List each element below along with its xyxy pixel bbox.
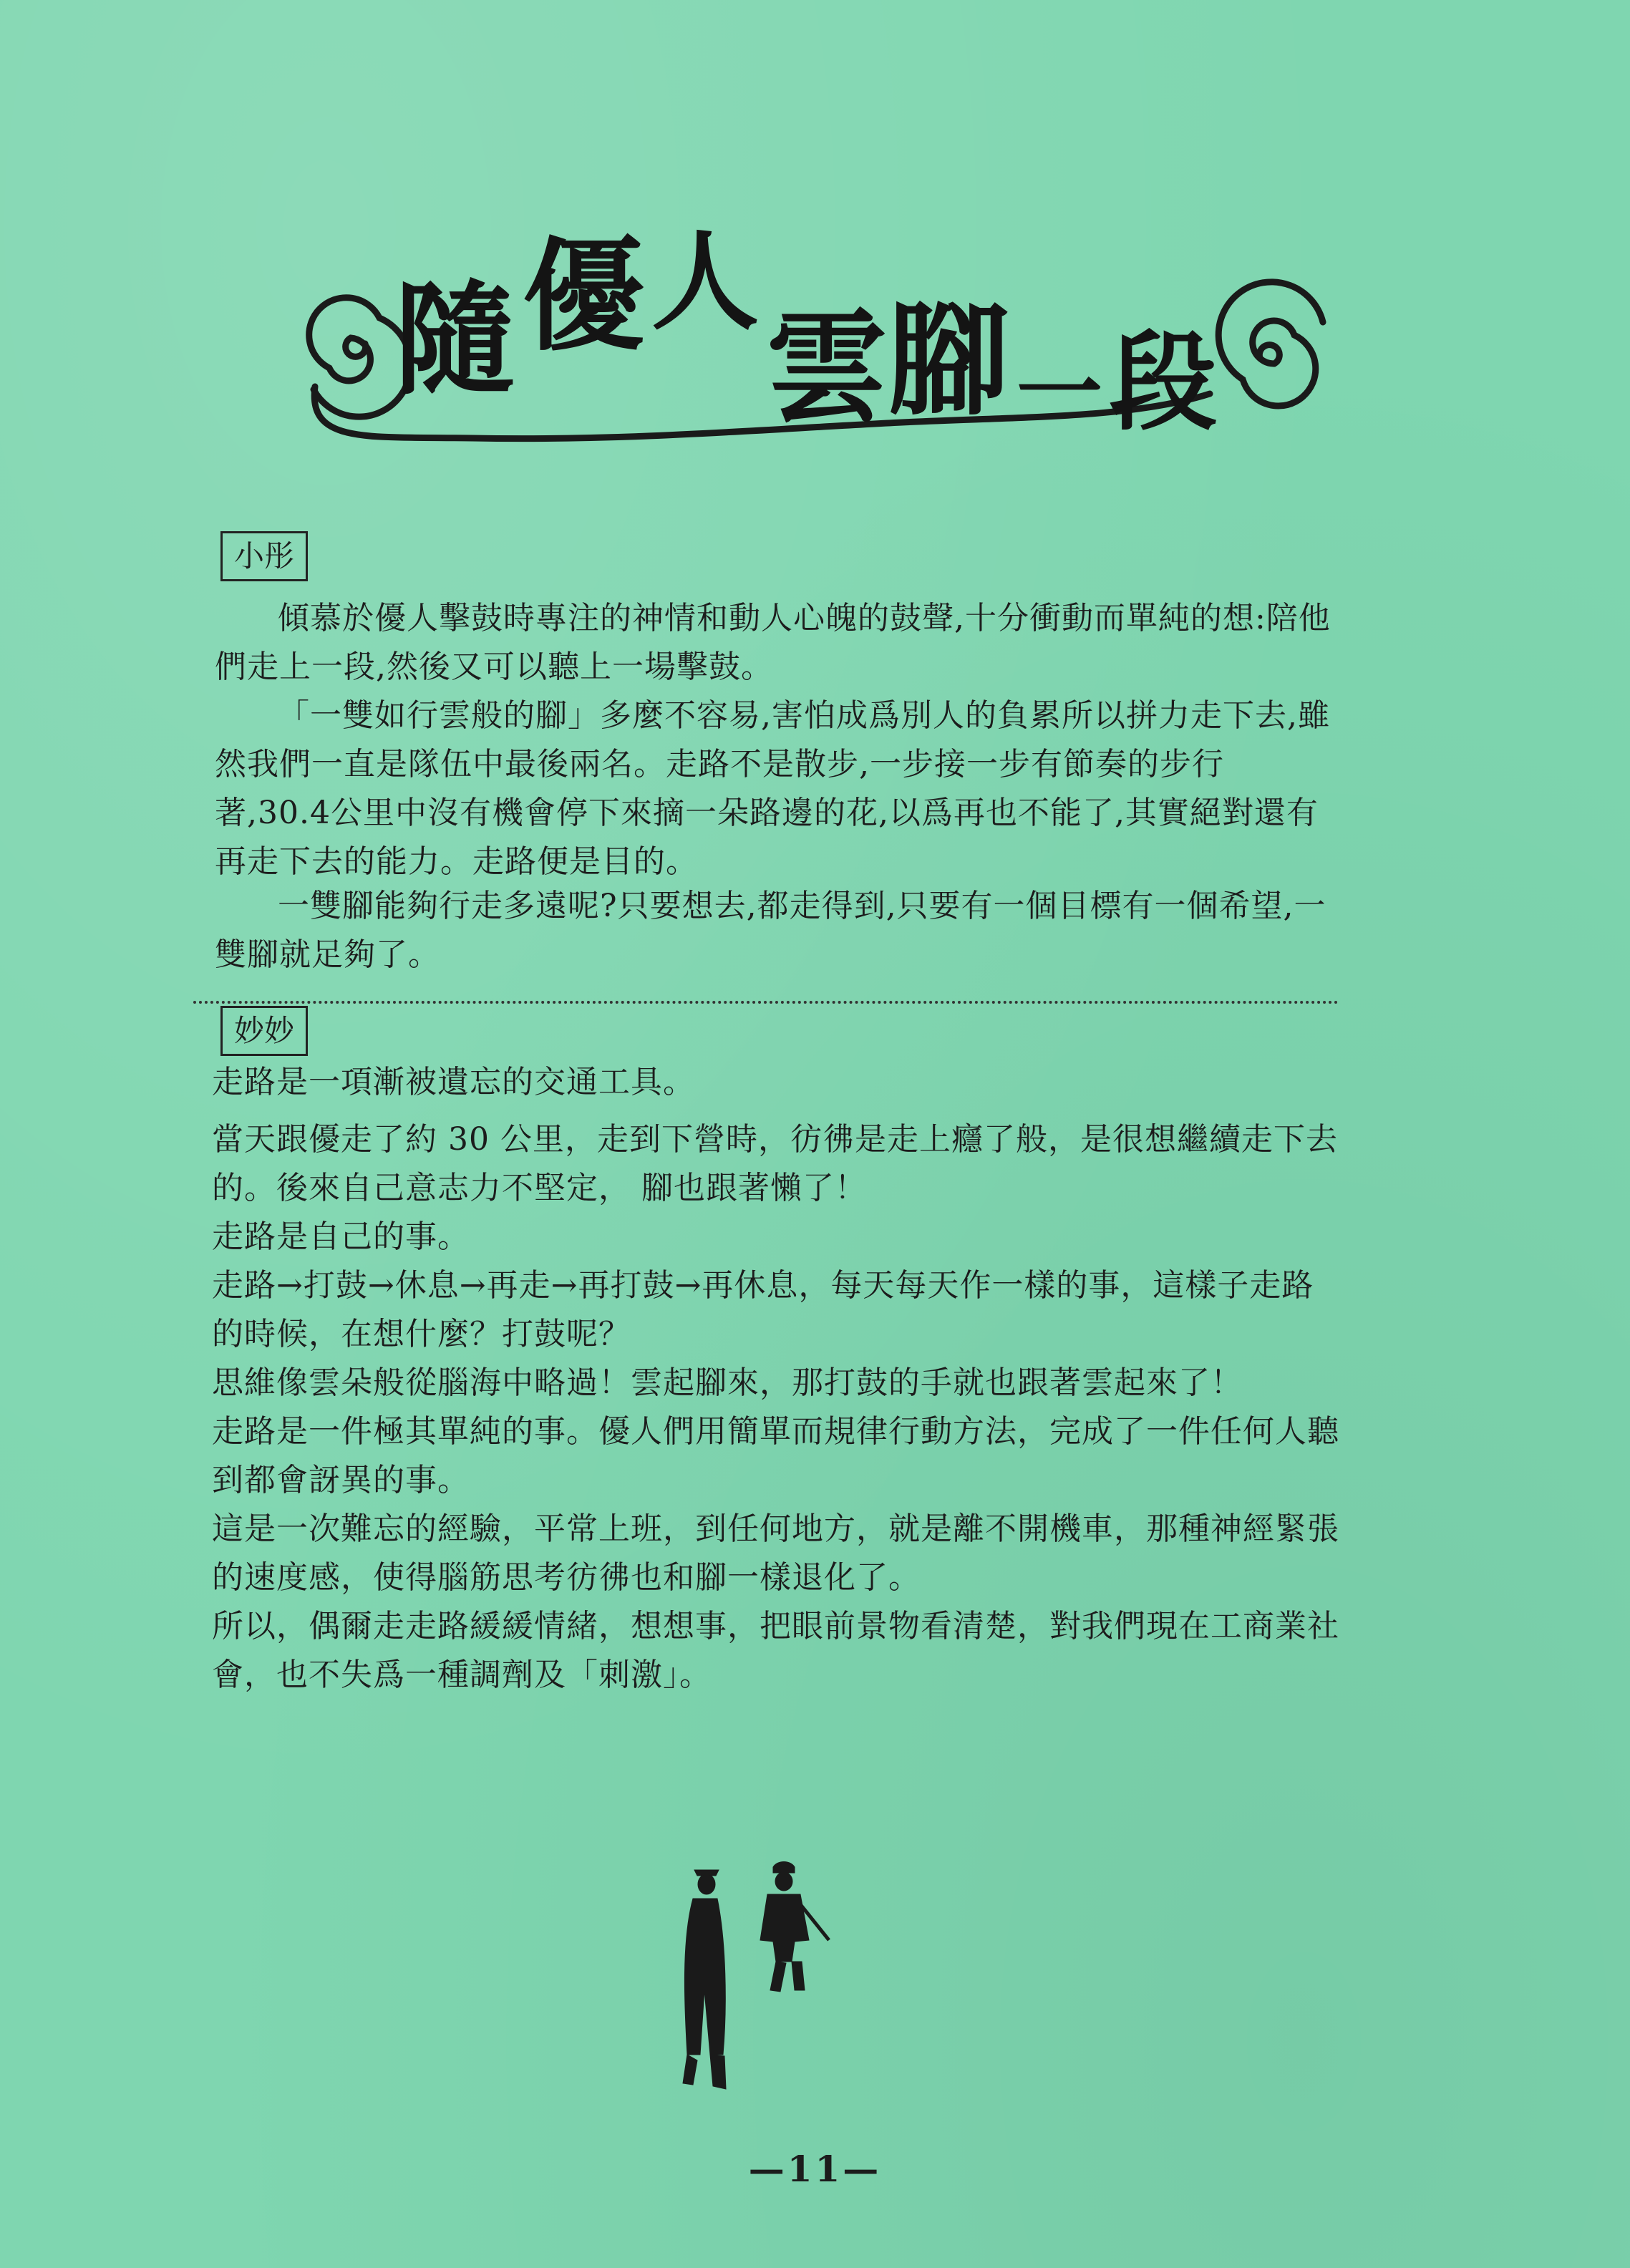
title-char: 隨	[394, 269, 516, 411]
paragraph: 傾慕於優人擊鼓時專注的神情和動人心魄的鼓聲,十分衝動而單純的想:陪他們走上一段,然後又可以聽上一場擊鼓。	[215, 600, 1331, 685]
text-line: 走路→打鼓→休息→再走→再打鼓→再休息，每天每天作一樣的事，這樣子走路的時候，在想什麼？打鼓呢？	[212, 1267, 1314, 1352]
dotted-divider	[193, 1001, 1339, 1004]
text-line: 走路是一件極其單純的事。優人們用簡單而規律行動方法，完成了一件任何人聽到都會訝異的事。	[212, 1413, 1339, 1498]
title-char: 段	[1110, 321, 1218, 445]
author-label-xiaotong: 小彤	[220, 531, 308, 581]
title-char: 雲	[766, 298, 888, 440]
paragraph: 「一雙如行雲般的腳」多麼不容易,害怕成爲別人的負累所以拼力走下去,雖然我們一直是隊伍中最後兩名。走路不是散步,一步接一步有節奏的步行著,30.4公里中沒有機會停下來摘一朵路邊的花,以爲再也不能了,其實絕對還有再走下去的能力。走路便是目的。	[215, 697, 1330, 880]
paragraph: 一雙腳能夠行走多遠呢?只要想去,都走得到,只要有一個目標有一個希望,一雙腳就足夠了。	[215, 888, 1326, 973]
text-line: 走路是自己的事。	[212, 1218, 470, 1255]
title-char: 腳	[888, 291, 1010, 432]
walking-figures-illustration	[666, 1861, 852, 2105]
text-line: 當天跟優走了約 30 公里，走到下營時，彷彿是走上癮了般，是很想繼續走下去的。後來自己意志力不堅定， 腳也跟著懶了！	[212, 1121, 1338, 1206]
title-char: 優	[523, 226, 645, 368]
author-label-miaomiao: 妙妙	[220, 1006, 308, 1056]
text-line: 思維像雲朵般從腦海中略過！雲起腳來，那打鼓的手就也跟著雲起來了！	[212, 1365, 1243, 1401]
title-char: 一	[1017, 344, 1102, 443]
title-char: 人	[651, 220, 760, 345]
text-line: 這是一次難忘的經驗，平常上班，到任何地方，就是離不開機車，那種神經緊張的速度感，使得腦筋思考彷彿也和腳一樣退化了。	[212, 1511, 1339, 1596]
figures-icon	[666, 1861, 852, 2105]
article-title	[258, 215, 1353, 487]
text-line: 所以，偶爾走走路緩緩情緒，想想事，把眼前景物看清楚，對我們現在工商業社會，也不失爲一種調劑及「刺激」。	[212, 1608, 1339, 1693]
text-line: 走路是一項漸被遺忘的交通工具。	[212, 1064, 695, 1100]
page-number: —11—	[748, 2148, 882, 2190]
title-text	[394, 220, 1238, 458]
